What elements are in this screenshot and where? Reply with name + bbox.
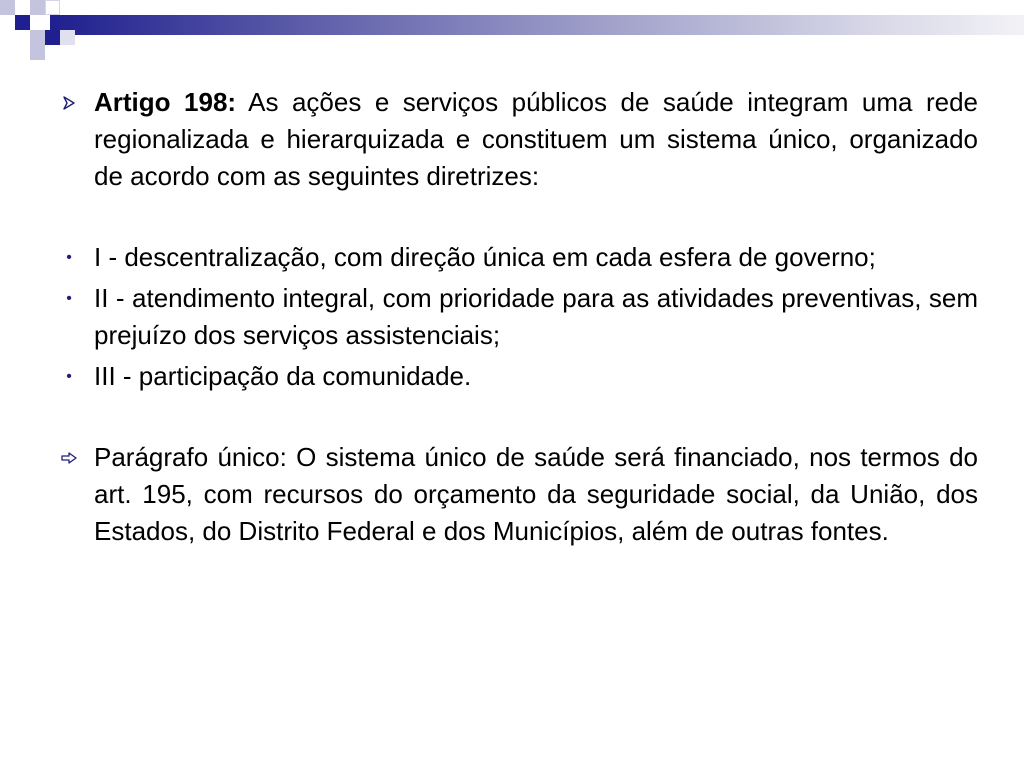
diretriz-text: I - descentralização, com direção única em cada esfera de governo; xyxy=(94,242,876,272)
dot-bullet-icon: • xyxy=(66,368,72,385)
header-gradient-band xyxy=(50,15,1024,35)
hollow-arrow-bullet-icon xyxy=(56,439,82,476)
list-item xyxy=(56,358,978,395)
arrowhead-bullet-icon xyxy=(56,84,82,121)
decor-square xyxy=(30,0,45,15)
decor-square xyxy=(15,15,30,30)
dot-bullet-icon: • xyxy=(66,290,72,307)
paragrafo-unico xyxy=(56,439,978,550)
decor-square xyxy=(45,0,60,15)
artigo-paragraph xyxy=(56,84,978,195)
diretriz-text: III - participação da comunidade. xyxy=(94,361,472,391)
decor-square xyxy=(0,0,15,15)
dot-bullet-icon: • xyxy=(66,249,72,266)
slide-content xyxy=(56,84,978,550)
paragrafo-text: Parágrafo único: O sistema único de saúde será financiado, nos termos do art. 195, com recursos do orçamento da seguridade social, da União, dos Estados, do Distrito Federal e dos Municípios, além de outras fontes. xyxy=(94,442,978,546)
decor-square xyxy=(30,45,45,60)
list-item xyxy=(56,280,978,354)
decor-square xyxy=(60,30,75,45)
artigo-text: As ações e serviços públicos de saúde integram uma rede regionalizada e hierarquizada e constituem um sistema único, organizado de acordo com as seguintes diretrizes: xyxy=(94,87,978,191)
decor-square xyxy=(45,30,60,45)
list-item xyxy=(56,239,978,276)
diretriz-text: II - atendimento integral, com prioridade para as atividades preventivas, sem prejuízo dos serviços assistenciais; xyxy=(94,283,978,350)
decor-square xyxy=(30,30,45,45)
header-decoration xyxy=(0,0,1024,60)
artigo-label: Artigo 198: xyxy=(94,87,237,117)
